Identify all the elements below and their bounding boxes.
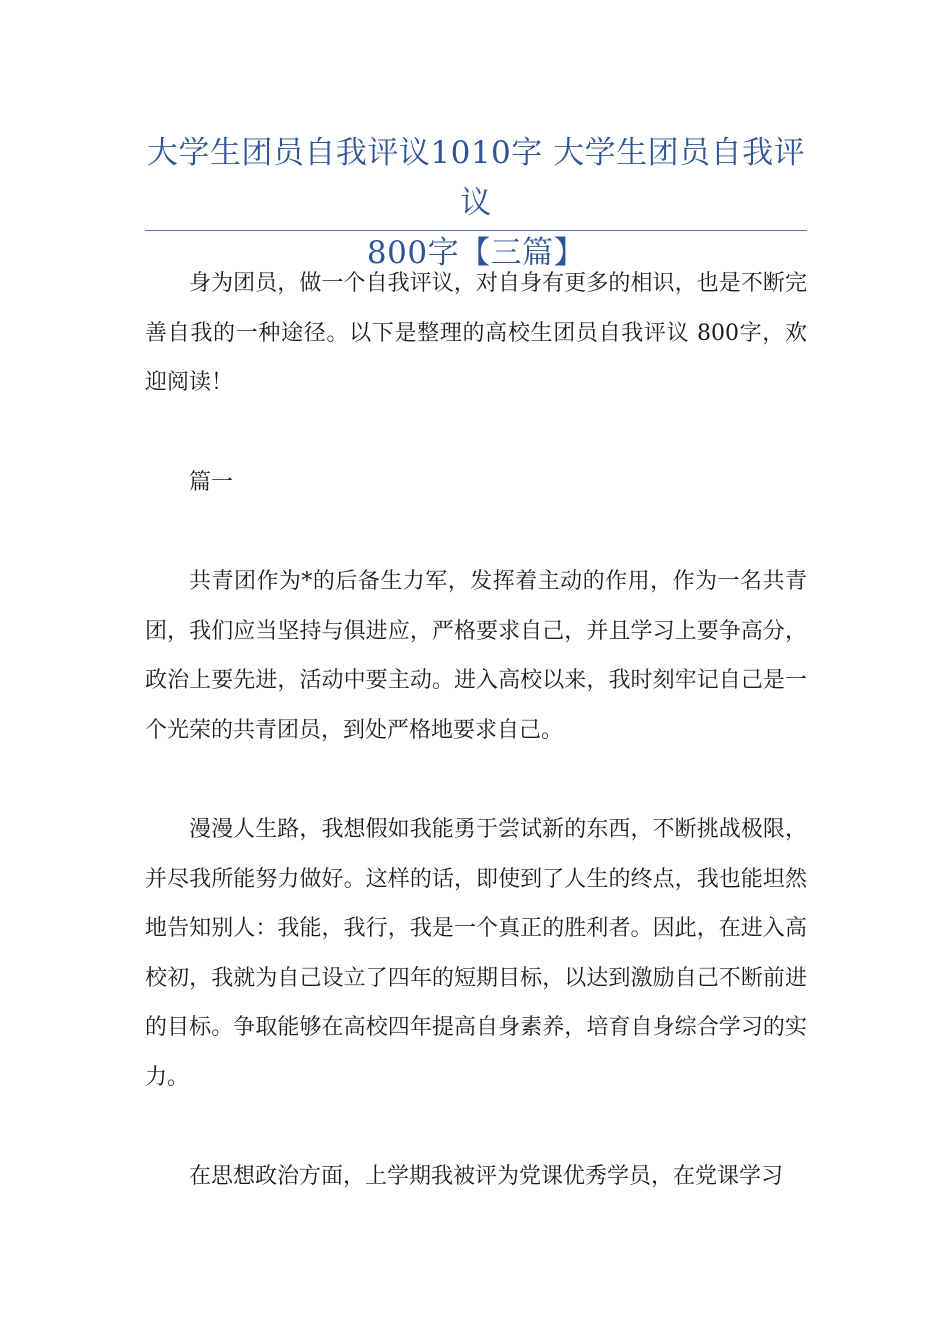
title-line-2: 800字【三篇】 — [366, 235, 586, 271]
section-heading: 篇一 — [189, 470, 234, 495]
title-divider — [145, 230, 807, 231]
title-line-1: 大学生团员自我评议1010字 大学生团员自我评议 — [146, 135, 806, 221]
intro-paragraph: 身为团员，做一个自我评议，对自身有更多的相识，也是不断完善自我的一种途径。以下是整理的高校生团员自我评议 800字，欢迎阅读！ — [145, 271, 807, 395]
document-title — [145, 128, 807, 278]
body-paragraph-2: 漫漫人生路，我想假如我能勇于尝试新的东西，不断挑战极限，并尽我所能努力做好。这样的话，即使到了人生的终点，我也能坦然地告知别人：我能，我行，我是一个真正的胜利者。因此，在进入高校初，我就为自己设立了四年的短期目标，以达到激励自己不断前进的目标。争取能够在高校四年提高自身素养，培育自身综合学习的实力。 — [145, 817, 807, 1090]
body-paragraph-3: 在思想政治方面，上学期我被评为党课优秀学员，在党课学习 — [189, 1164, 784, 1189]
body-paragraph-1: 共青团作为*的后备生力军，发挥着主动的作用，作为一名共青团，我们应当坚持与俱进应，严格要求自己，并且学习上要争高分，政治上要先进，活动中要主动。进入高校以来，我时刻牢记自己是一个光荣的共青团员，到处严格地要求自己。 — [145, 569, 807, 743]
